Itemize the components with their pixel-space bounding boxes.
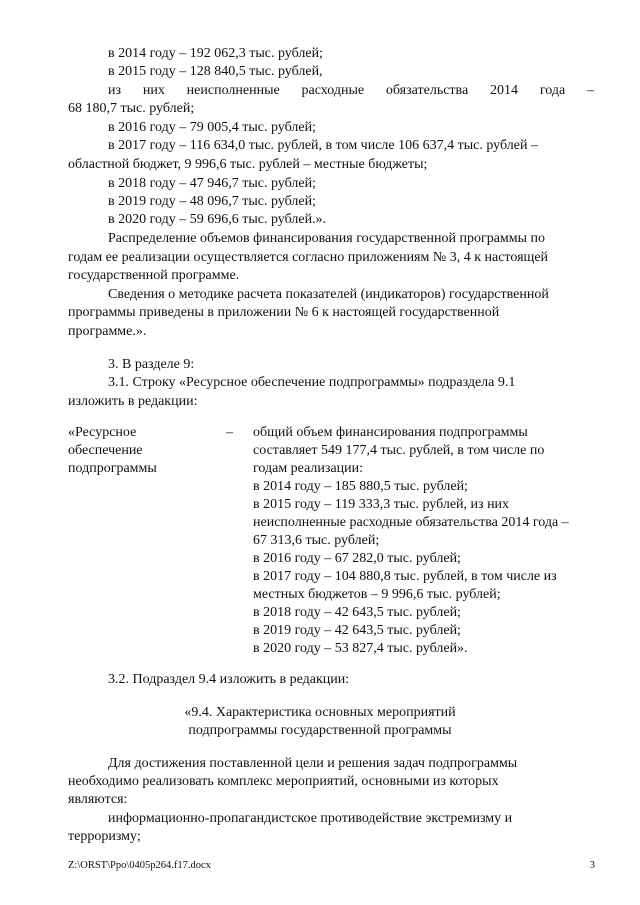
- table-value-line: в 2017 году – 104 880,8 тыс. рублей, в том числе из: [253, 569, 557, 584]
- table-value-line: общий объем финансирования подпрограммы: [253, 425, 528, 440]
- text-line: программы приведены в приложении № 6 к настоящей государственной: [68, 305, 500, 320]
- word: 2014: [490, 83, 519, 98]
- section-heading: подпрограммы государственной программы: [188, 723, 452, 738]
- text-line: программе.».: [68, 324, 147, 339]
- table-value-line: в 2019 году – 42 643,5 тыс. рублей;: [253, 623, 461, 638]
- text-line: в 2016 году – 79 005,4 тыс. рублей;: [108, 120, 316, 135]
- text-line: областной бюджет, 9 996,6 тыс. рублей – местные бюджеты;: [68, 157, 428, 172]
- paragraph-first-line: Для достижения поставленной цели и решения задач подпрограммы: [108, 756, 518, 771]
- table-label-line: подпрограммы: [68, 461, 157, 476]
- paragraph-first-line: Распределение объемов финансирования государственной программы по: [108, 231, 546, 246]
- word: года: [539, 83, 566, 98]
- text-line: являются:: [68, 792, 128, 807]
- text-line: терроризму;: [68, 829, 141, 844]
- table-value-line: годам реализации:: [253, 461, 363, 476]
- table-label-line: «Ресурсное: [68, 425, 137, 440]
- text-line: в 2014 году – 192 062,3 тыс. рублей;: [108, 46, 323, 61]
- page-number: 3: [589, 860, 595, 871]
- text-line: в 2015 году – 128 840,5 тыс. рублей,: [108, 64, 323, 79]
- word: расходные: [301, 83, 365, 98]
- footer-file-path: Z:\ORST\Ppo\0405p264.f17.docx: [68, 860, 211, 871]
- text-line: в 2018 году – 47 946,7 тыс. рублей;: [108, 176, 316, 191]
- text-line: в 2020 году – 59 696,6 тыс. рублей.».: [108, 212, 327, 227]
- word: них: [142, 83, 165, 98]
- table-value-line: составляет 549 177,4 тыс. рублей, в том числе по: [253, 443, 545, 458]
- text-line: информационно-пропагандистское противодействие экстремизму и: [108, 811, 513, 826]
- section-heading: «9.4. Характеристика основных мероприятий: [184, 705, 456, 720]
- word: обязательства: [385, 83, 469, 98]
- word: из: [108, 83, 122, 98]
- paragraph-first-line: Сведения о методике расчета показателей (индикаторов) государственной: [108, 287, 549, 302]
- word: –: [587, 83, 594, 98]
- table-value-line: в 2020 году – 53 827,4 тыс. рублей».: [253, 641, 468, 656]
- table-value-line: в 2018 году – 42 643,5 тыс. рублей;: [253, 605, 461, 620]
- text-line: необходимо реализовать комплекс мероприятий, основными из которых: [68, 774, 499, 789]
- table-dash: –: [226, 425, 233, 440]
- text-line: 68 180,7 тыс. рублей;: [68, 101, 195, 116]
- text-line: годам ее реализации осуществляется согласно приложениям № 3, 4 к настоящей: [68, 250, 549, 265]
- table-value-line: местных бюджетов – 9 996,6 тыс. рублей;: [253, 587, 501, 602]
- table-value-line: 67 313,6 тыс. рублей;: [253, 533, 380, 548]
- table-value-line: в 2014 году – 185 880,5 тыс. рублей;: [253, 479, 468, 494]
- text-line: государственной программе.: [68, 268, 240, 283]
- table-value-line: в 2016 году – 67 282,0 тыс. рублей;: [253, 551, 461, 566]
- text-line: в 2019 году – 48 096,7 тыс. рублей;: [108, 194, 316, 209]
- table-value-line: в 2015 году – 119 333,3 тыс. рублей, из них: [253, 497, 510, 512]
- word: неисполненные: [186, 83, 280, 98]
- section-item: 3.1. Строку «Ресурсное обеспечение подпрограммы» подраздела 9.1: [108, 375, 516, 390]
- section-item: 3.2. Подраздел 9.4 изложить в редакции:: [108, 672, 350, 687]
- section-item: 3. В разделе 9:: [108, 357, 195, 372]
- text-line: в 2017 году – 116 634,0 тыс. рублей, в том числе 106 637,4 тыс. рублей –: [108, 138, 538, 153]
- table-label-line: обеспечение: [68, 443, 143, 458]
- justified-line: [108, 83, 594, 99]
- table-value-line: неисполненные расходные обязательства 2014 года –: [253, 515, 569, 530]
- text-line: изложить в редакции:: [68, 394, 198, 409]
